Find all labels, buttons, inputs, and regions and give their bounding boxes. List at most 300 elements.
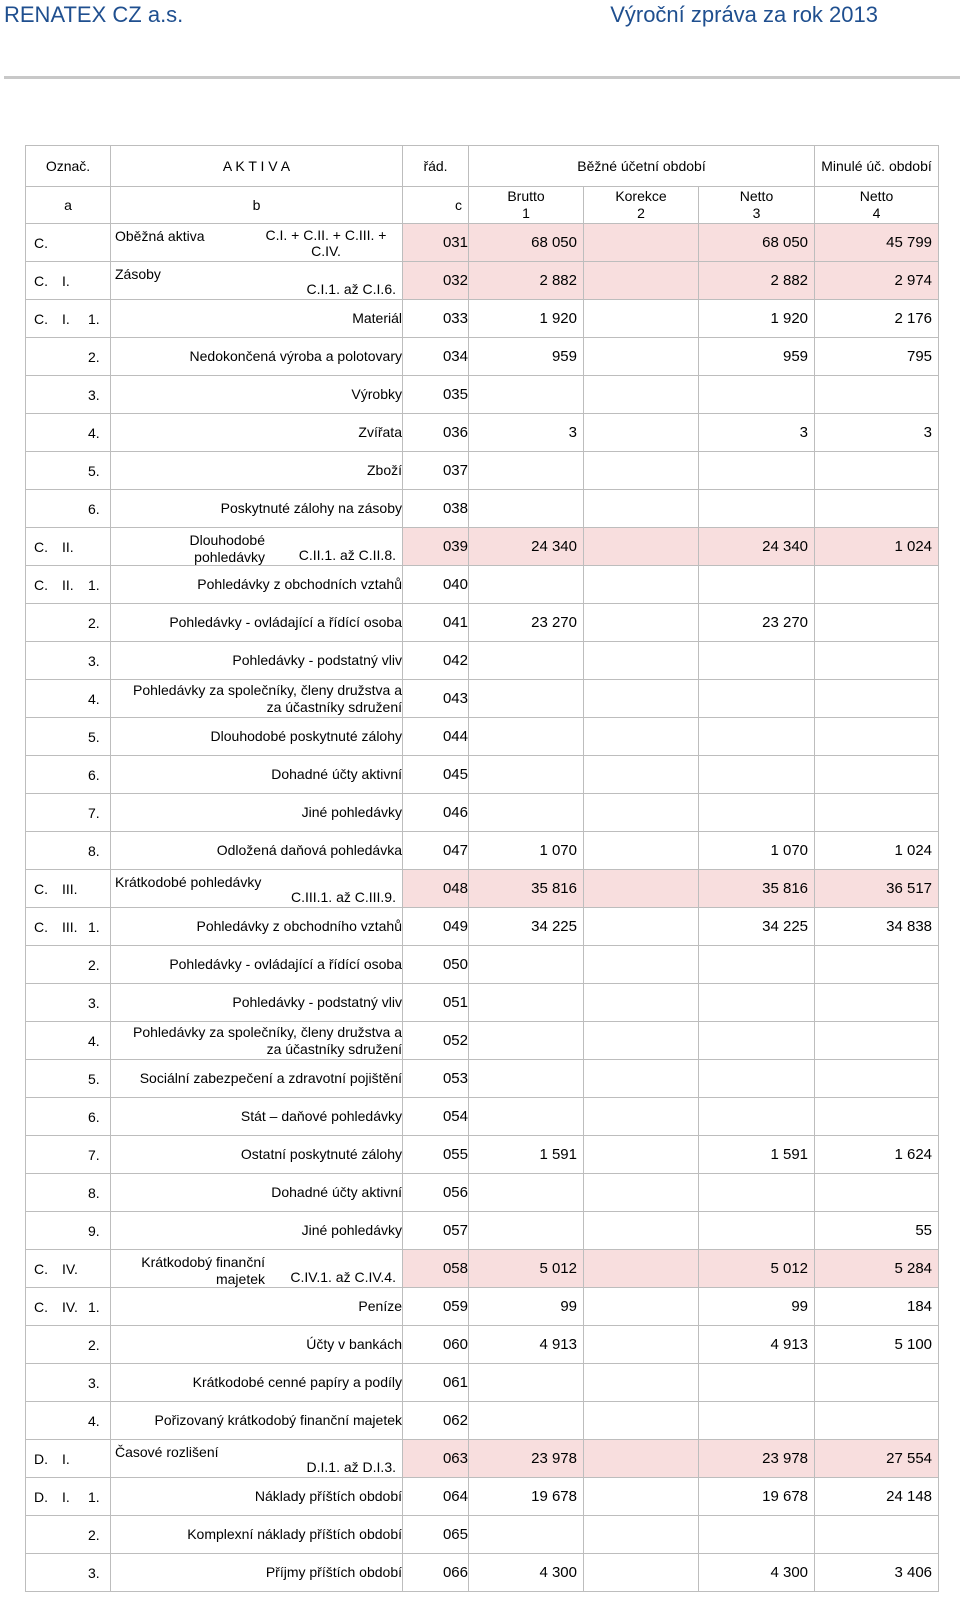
table-row <box>26 452 939 490</box>
cell-korekce <box>584 224 699 262</box>
mark-level-3: 6. <box>88 1108 100 1125</box>
cell-netto: 34 225 <box>699 908 815 946</box>
mark-level-3: 3. <box>88 994 100 1011</box>
row-label: Dohadné účty aktivní <box>111 1174 403 1212</box>
cell-netto: 959 <box>699 338 815 376</box>
mark-level-3: 4. <box>88 690 100 707</box>
row-label <box>111 870 403 908</box>
cell-brutto <box>469 718 584 756</box>
previous-period-header: Minulé úč. období <box>815 146 939 187</box>
row-label: Pohledávky z obchodního vztahů <box>111 908 403 946</box>
row-label <box>111 1440 403 1478</box>
cell-brutto <box>469 566 584 604</box>
mark-level-2: II. <box>62 538 74 555</box>
table-row <box>26 908 939 946</box>
table-row <box>26 1250 939 1288</box>
row-mark <box>26 1440 111 1478</box>
row-label <box>111 1250 403 1288</box>
cell-korekce <box>584 414 699 452</box>
cell-brutto: 68 050 <box>469 224 584 262</box>
row-mark <box>26 452 111 490</box>
cell-korekce <box>584 756 699 794</box>
cell-brutto: 959 <box>469 338 584 376</box>
cell-brutto <box>469 1364 584 1402</box>
col-rad-header: řád. <box>403 146 469 187</box>
row-number: 043 <box>403 680 469 718</box>
cell-brutto <box>469 984 584 1022</box>
cell-brutto: 24 340 <box>469 528 584 566</box>
row-label: Ostatní poskytnuté zálohy <box>111 1136 403 1174</box>
row-label: Zboží <box>111 452 403 490</box>
mark-level-3: 9. <box>88 1222 100 1239</box>
cell-brutto: 35 816 <box>469 870 584 908</box>
cell-netto <box>699 1174 815 1212</box>
cell-netto <box>699 718 815 756</box>
table-row <box>26 680 939 718</box>
mark-level-3: 5. <box>88 728 100 745</box>
row-name: Časové rozlišení <box>115 1444 219 1460</box>
table-row <box>26 1402 939 1440</box>
cell-brutto: 4 300 <box>469 1554 584 1592</box>
row-number: 038 <box>403 490 469 528</box>
mark-level-3: 1. <box>88 576 100 593</box>
cell-korekce <box>584 1402 699 1440</box>
cell-netto: 1 920 <box>699 300 815 338</box>
cell-korekce <box>584 1212 699 1250</box>
cell-korekce <box>584 1060 699 1098</box>
cell-korekce <box>584 1440 699 1478</box>
col-oznac-header: Označ. <box>26 146 111 187</box>
cell-brutto <box>469 794 584 832</box>
cell-korekce <box>584 1516 699 1554</box>
cell-korekce <box>584 376 699 414</box>
cell-brutto <box>469 490 584 528</box>
cell-netto: 99 <box>699 1288 815 1326</box>
mark-level-2: II. <box>62 576 74 593</box>
cell-netto: 35 816 <box>699 870 815 908</box>
row-number: 050 <box>403 946 469 984</box>
mark-level-1: C. <box>34 1260 48 1277</box>
row-name: Oběžná aktiva <box>115 228 205 244</box>
cell-netto <box>699 984 815 1022</box>
cell-korekce <box>584 642 699 680</box>
table-row <box>26 1022 939 1060</box>
cell-netto: 68 050 <box>699 224 815 262</box>
table-row <box>26 870 939 908</box>
cell-netto-prev: 2 974 <box>815 262 939 300</box>
cell-brutto <box>469 756 584 794</box>
cell-netto-prev: 3 406 <box>815 1554 939 1592</box>
row-mark <box>26 1516 111 1554</box>
row-mark <box>26 414 111 452</box>
cell-korekce <box>584 1098 699 1136</box>
cell-netto: 1 591 <box>699 1136 815 1174</box>
cell-brutto: 34 225 <box>469 908 584 946</box>
row-number: 039 <box>403 528 469 566</box>
row-range: D.I.1. až D.I.3. <box>306 1459 396 1475</box>
row-mark <box>26 1478 111 1516</box>
cell-netto-prev <box>815 1022 939 1060</box>
row-number: 062 <box>403 1402 469 1440</box>
row-mark <box>26 870 111 908</box>
cell-netto-prev <box>815 794 939 832</box>
row-mark <box>26 300 111 338</box>
mark-level-1: C. <box>34 272 48 289</box>
cell-netto: 4 300 <box>699 1554 815 1592</box>
cell-netto: 1 070 <box>699 832 815 870</box>
row-label: Pořizovaný krátkodobý finanční majetek <box>111 1402 403 1440</box>
row-number: 053 <box>403 1060 469 1098</box>
header-row-2 <box>26 187 939 224</box>
row-number: 035 <box>403 376 469 414</box>
row-label: Peníze <box>111 1288 403 1326</box>
cell-netto-prev: 55 <box>815 1212 939 1250</box>
cell-korekce <box>584 490 699 528</box>
mark-level-3: 6. <box>88 500 100 517</box>
cell-netto-prev: 3 <box>815 414 939 452</box>
col-netto-header: Netto 3 <box>699 187 815 224</box>
cell-netto-prev <box>815 490 939 528</box>
col-korekce-header: Korekce 2 <box>584 187 699 224</box>
cell-brutto: 1 591 <box>469 1136 584 1174</box>
cell-netto <box>699 1098 815 1136</box>
cell-korekce <box>584 262 699 300</box>
mark-level-1: D. <box>34 1488 48 1505</box>
row-mark <box>26 1326 111 1364</box>
table-row <box>26 338 939 376</box>
cell-netto <box>699 756 815 794</box>
table-row <box>26 1060 939 1098</box>
row-number: 040 <box>403 566 469 604</box>
cell-korekce <box>584 338 699 376</box>
cell-netto <box>699 1364 815 1402</box>
row-label: Dlouhodobé poskytnuté zálohy <box>111 718 403 756</box>
row-label: Příjmy příštích období <box>111 1554 403 1592</box>
cell-netto: 24 340 <box>699 528 815 566</box>
col-netto-prev-header: Netto 4 <box>815 187 939 224</box>
table-row <box>26 984 939 1022</box>
row-label: Pohledávky - ovládající a řídící osoba <box>111 604 403 642</box>
row-mark <box>26 376 111 414</box>
row-label <box>111 224 403 262</box>
cell-netto-prev: 184 <box>815 1288 939 1326</box>
cell-korekce <box>584 680 699 718</box>
mark-level-1: C. <box>34 538 48 555</box>
table-row <box>26 1288 939 1326</box>
row-label: Pohledávky - podstatný vliv <box>111 642 403 680</box>
cell-brutto <box>469 1098 584 1136</box>
mark-level-3: 2. <box>88 1336 100 1353</box>
table-row <box>26 1440 939 1478</box>
row-mark <box>26 338 111 376</box>
row-mark <box>26 832 111 870</box>
mark-level-3: 1. <box>88 918 100 935</box>
row-label <box>111 262 403 300</box>
mark-level-1: C. <box>34 1298 48 1315</box>
table-row <box>26 262 939 300</box>
row-number: 041 <box>403 604 469 642</box>
cell-korekce <box>584 566 699 604</box>
row-mark <box>26 1022 111 1060</box>
cell-netto <box>699 1212 815 1250</box>
cell-korekce <box>584 1288 699 1326</box>
cell-korekce <box>584 1174 699 1212</box>
col-aktiva-header: A K T I V A <box>111 146 403 187</box>
mark-level-1: C. <box>34 576 48 593</box>
row-range: C.IV.1. až C.IV.4. <box>290 1269 396 1285</box>
cell-netto <box>699 566 815 604</box>
table-row <box>26 604 939 642</box>
cell-netto <box>699 794 815 832</box>
table-row <box>26 1554 939 1592</box>
cell-korekce <box>584 718 699 756</box>
cell-netto <box>699 1516 815 1554</box>
cell-netto <box>699 490 815 528</box>
row-label: Materiál <box>111 300 403 338</box>
row-number: 061 <box>403 1364 469 1402</box>
row-label: Jiné pohledávky <box>111 1212 403 1250</box>
cell-netto-prev: 1 624 <box>815 1136 939 1174</box>
mark-level-2: IV. <box>62 1260 78 1277</box>
row-mark <box>26 528 111 566</box>
table-row <box>26 794 939 832</box>
row-mark <box>26 794 111 832</box>
row-mark <box>26 984 111 1022</box>
mark-level-1: C. <box>34 918 48 935</box>
mark-level-3: 8. <box>88 1184 100 1201</box>
mark-level-3: 2. <box>88 956 100 973</box>
cell-netto: 23 978 <box>699 1440 815 1478</box>
table-row <box>26 1174 939 1212</box>
row-range: C.II.1. až C.II.8. <box>298 547 396 563</box>
cell-brutto <box>469 1402 584 1440</box>
row-number: 052 <box>403 1022 469 1060</box>
row-label: Sociální zabezpečení a zdravotní pojištění <box>111 1060 403 1098</box>
row-number: 045 <box>403 756 469 794</box>
cell-brutto <box>469 946 584 984</box>
row-number: 051 <box>403 984 469 1022</box>
cell-netto-prev <box>815 718 939 756</box>
cell-korekce <box>584 1022 699 1060</box>
row-number: 042 <box>403 642 469 680</box>
cell-korekce <box>584 1554 699 1592</box>
row-number: 034 <box>403 338 469 376</box>
cell-netto-prev: 27 554 <box>815 1440 939 1478</box>
row-number: 064 <box>403 1478 469 1516</box>
table-row <box>26 1326 939 1364</box>
row-number: 037 <box>403 452 469 490</box>
cell-netto <box>699 376 815 414</box>
row-label: Poskytnuté zálohy na zásoby <box>111 490 403 528</box>
mark-level-3: 4. <box>88 424 100 441</box>
cell-netto-prev <box>815 452 939 490</box>
row-mark <box>26 1554 111 1592</box>
cell-netto-prev: 36 517 <box>815 870 939 908</box>
cell-netto-prev: 795 <box>815 338 939 376</box>
cell-brutto <box>469 376 584 414</box>
row-label: Krátkodobé cenné papíry a podíly <box>111 1364 403 1402</box>
cell-korekce <box>584 1478 699 1516</box>
mark-level-1: C. <box>34 880 48 897</box>
row-mark <box>26 946 111 984</box>
current-period-header: Běžné účetní období <box>469 146 815 187</box>
cell-netto-prev: 5 284 <box>815 1250 939 1288</box>
cell-korekce <box>584 604 699 642</box>
cell-korekce <box>584 794 699 832</box>
row-mark <box>26 1250 111 1288</box>
row-label <box>111 528 403 566</box>
cell-netto-prev <box>815 1402 939 1440</box>
cell-netto-prev <box>815 756 939 794</box>
row-label: Odložená daňová pohledávka <box>111 832 403 870</box>
row-name: Krátkodobé pohledávky <box>115 874 262 890</box>
cell-netto-prev <box>815 1364 939 1402</box>
cell-netto-prev <box>815 566 939 604</box>
company-name: RENATEX CZ a.s. <box>4 2 184 27</box>
cell-brutto: 4 913 <box>469 1326 584 1364</box>
cell-korekce <box>584 1136 699 1174</box>
cell-netto-prev <box>815 1516 939 1554</box>
row-label: Jiné pohledávky <box>111 794 403 832</box>
mark-level-3: 3. <box>88 386 100 403</box>
cell-brutto <box>469 1212 584 1250</box>
table-row <box>26 718 939 756</box>
row-mark <box>26 1060 111 1098</box>
cell-brutto <box>469 1516 584 1554</box>
row-label: Dohadné účty aktivní <box>111 756 403 794</box>
cell-netto-prev <box>815 984 939 1022</box>
table-row <box>26 376 939 414</box>
table-row <box>26 1516 939 1554</box>
cell-netto-prev: 1 024 <box>815 832 939 870</box>
mark-level-3: 3. <box>88 1564 100 1581</box>
table-row <box>26 490 939 528</box>
row-number: 065 <box>403 1516 469 1554</box>
row-label: Pohledávky za společníky, členy družstva a za účastníky sdružení <box>111 1022 403 1060</box>
row-range: C.I.1. až C.I.6. <box>306 281 396 297</box>
cell-brutto: 1 920 <box>469 300 584 338</box>
row-label: Pohledávky - ovládající a řídící osoba <box>111 946 403 984</box>
cell-korekce <box>584 300 699 338</box>
cell-brutto: 19 678 <box>469 1478 584 1516</box>
row-number: 032 <box>403 262 469 300</box>
row-mark <box>26 1402 111 1440</box>
cell-korekce <box>584 984 699 1022</box>
row-number: 049 <box>403 908 469 946</box>
row-name: Dlouhodobé pohledávky <box>189 532 265 565</box>
cell-brutto <box>469 642 584 680</box>
row-label: Komplexní náklady příštích období <box>111 1516 403 1554</box>
cell-netto <box>699 642 815 680</box>
cell-netto <box>699 1022 815 1060</box>
cell-netto-prev: 34 838 <box>815 908 939 946</box>
cell-netto-prev: 2 176 <box>815 300 939 338</box>
row-label: Pohledávky - podstatný vliv <box>111 984 403 1022</box>
cell-netto: 2 882 <box>699 262 815 300</box>
col-b-label: b <box>111 187 403 224</box>
table-row <box>26 300 939 338</box>
row-mark <box>26 224 111 262</box>
row-mark <box>26 756 111 794</box>
cell-netto-prev: 45 799 <box>815 224 939 262</box>
row-mark <box>26 566 111 604</box>
row-name: Krátkodobý finanční majetek <box>141 1254 265 1287</box>
cell-korekce <box>584 870 699 908</box>
col-c-label: c <box>403 187 469 224</box>
cell-korekce <box>584 1364 699 1402</box>
table-row <box>26 528 939 566</box>
mark-level-2: I. <box>62 1450 70 1467</box>
row-number: 066 <box>403 1554 469 1592</box>
mark-level-2: I. <box>62 1488 70 1505</box>
mark-level-3: 7. <box>88 1146 100 1163</box>
table-row <box>26 642 939 680</box>
cell-netto: 5 012 <box>699 1250 815 1288</box>
row-number: 055 <box>403 1136 469 1174</box>
mark-level-3: 8. <box>88 842 100 859</box>
cell-netto-prev: 5 100 <box>815 1326 939 1364</box>
cell-korekce <box>584 528 699 566</box>
mark-level-2: III. <box>62 880 78 897</box>
table-row <box>26 566 939 604</box>
cell-netto-prev <box>815 680 939 718</box>
mark-level-1: C. <box>34 234 48 251</box>
cell-brutto <box>469 452 584 490</box>
cell-korekce <box>584 452 699 490</box>
mark-level-2: III. <box>62 918 78 935</box>
mark-level-3: 1. <box>88 1298 100 1315</box>
row-mark <box>26 262 111 300</box>
mark-level-3: 5. <box>88 1070 100 1087</box>
cell-brutto: 23 978 <box>469 1440 584 1478</box>
table-row <box>26 1478 939 1516</box>
mark-level-3: 4. <box>88 1032 100 1049</box>
row-mark <box>26 1136 111 1174</box>
cell-netto <box>699 1402 815 1440</box>
row-label: Výrobky <box>111 376 403 414</box>
cell-brutto: 99 <box>469 1288 584 1326</box>
cell-netto-prev <box>815 642 939 680</box>
row-number: 033 <box>403 300 469 338</box>
mark-level-3: 7. <box>88 804 100 821</box>
table-row <box>26 1212 939 1250</box>
row-mark <box>26 908 111 946</box>
table-row <box>26 946 939 984</box>
cell-brutto <box>469 680 584 718</box>
cell-brutto <box>469 1174 584 1212</box>
row-number: 058 <box>403 1250 469 1288</box>
cell-brutto: 2 882 <box>469 262 584 300</box>
row-mark <box>26 604 111 642</box>
row-number: 046 <box>403 794 469 832</box>
row-number: 031 <box>403 224 469 262</box>
cell-netto: 3 <box>699 414 815 452</box>
mark-level-2: IV. <box>62 1298 78 1315</box>
mark-level-3: 2. <box>88 614 100 631</box>
header-divider <box>4 76 960 79</box>
row-number: 063 <box>403 1440 469 1478</box>
row-label: Stát – daňové pohledávky <box>111 1098 403 1136</box>
cell-brutto: 3 <box>469 414 584 452</box>
cell-brutto: 5 012 <box>469 1250 584 1288</box>
row-mark <box>26 680 111 718</box>
row-number: 057 <box>403 1212 469 1250</box>
row-mark <box>26 490 111 528</box>
col-a-label: a <box>26 187 111 224</box>
mark-level-3: 5. <box>88 462 100 479</box>
row-number: 048 <box>403 870 469 908</box>
mark-level-1: D. <box>34 1450 48 1467</box>
